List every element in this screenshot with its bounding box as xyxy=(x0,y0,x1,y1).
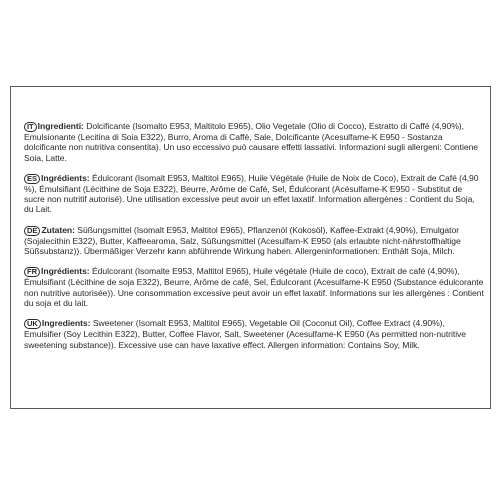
ingredients-text-es: Édulcorant (Isomalt E953, Maltitol E965), Huile Végétale (Huile de Noix de Coco), Extrait de Café (4,90 %), Émulsifiant (Lécithine de Soja E322), Beurre, Arôme de Café, Sel, Édulcorant (Acésulfame-K E950 - Substitut de sucre non nutritif autorisé). Une utilisation excessive peut avoir un effet laxatif. Information allergènes : Contient du Soja, du Lait. xyxy=(24,172,479,215)
ingredients-heading-fr: Ingrédients: xyxy=(41,266,90,277)
language-code-badge-es: ES xyxy=(24,174,40,184)
ingredients-block-it xyxy=(24,121,484,163)
language-code-badge-fr: FR xyxy=(24,267,40,277)
ingredients-heading-it: Ingredienti: xyxy=(37,121,84,131)
ingredients-panel xyxy=(24,121,484,360)
ingredients-heading-uk: Ingredients: xyxy=(41,318,91,329)
ingredients-text-uk: Sweetener (Isomalt E953, Maltitol E965), Vegetable Oil (Coconut Oil), Coffee Extract (4.90%), Emulsifier (Soy Lecithin E322), Butter, Coffee Flavor, Salt, Sweetener (Acesulfame-K E950 (As permitted non-nutritive sweetening substance)). Excessive use can have laxative effect. Allergen information: Contains Soy, Milk. xyxy=(24,318,467,350)
ingredients-text-it: Dolcificante (Isomalto E953, Maltitolo E965), Olio Vegetale (Olio di Cocco), Estratto di Caffè (4,90%), Emulsionante (Lecitina di Soia E322), Burro, Aroma di Caffè, Sale, Dolcificante (Acesulfame-K E950 - Sostanza dolcificante non nutritiva consentita). Un uso eccessivo può causare effetti lassativi. Informazioni sugli allergeni: Contiene Soia, Latte. xyxy=(24,121,479,163)
language-code-badge-uk: UK xyxy=(24,319,41,329)
ingredients-text-de: Süßungsmittel (Isomalt E953, Maltitol E965), Pflanzenöl (Kokosöl), Kaffee-Extrakt (4,90%), Emulgator (Sojalecithin E322), Butter, Kaffeearoma, Salz, Süßungsmittel (Acesulfam-K E950 (als erlaubte nicht-nährstoffhaltige Süßsubstanz)). Übermäßiger Verzehr kann abführende Wirkung haben. Allergeninformationen: Enthält Soja, Milch. xyxy=(24,224,461,257)
ingredients-block-de xyxy=(24,225,484,257)
ingredients-block-uk xyxy=(24,318,484,350)
ingredients-block-es xyxy=(24,173,484,215)
ingredients-block-fr xyxy=(24,266,484,308)
ingredients-text-fr: Édulcorant (Isomalte E953, Maltitol E965), Huile végétale (Huile de coco), Extrait de café (4,90%), Émulsifiant (Lécithine de soja E322), Beurre, Arôme de café, Sel, Édulcorant (Acesulfame-K E950 (Substance édulcorante non nutritive autorisée)). Une consommation excessive peut avoir un effet laxatif. Informations sur les allergènes : Contient du soja et du lait. xyxy=(24,266,484,308)
ingredients-heading-es: Ingrédients: xyxy=(41,172,90,183)
language-code-badge-de: DE xyxy=(24,226,40,236)
language-code-badge-it: IT xyxy=(24,122,37,132)
ingredients-heading-de: Zutaten: xyxy=(41,224,75,235)
